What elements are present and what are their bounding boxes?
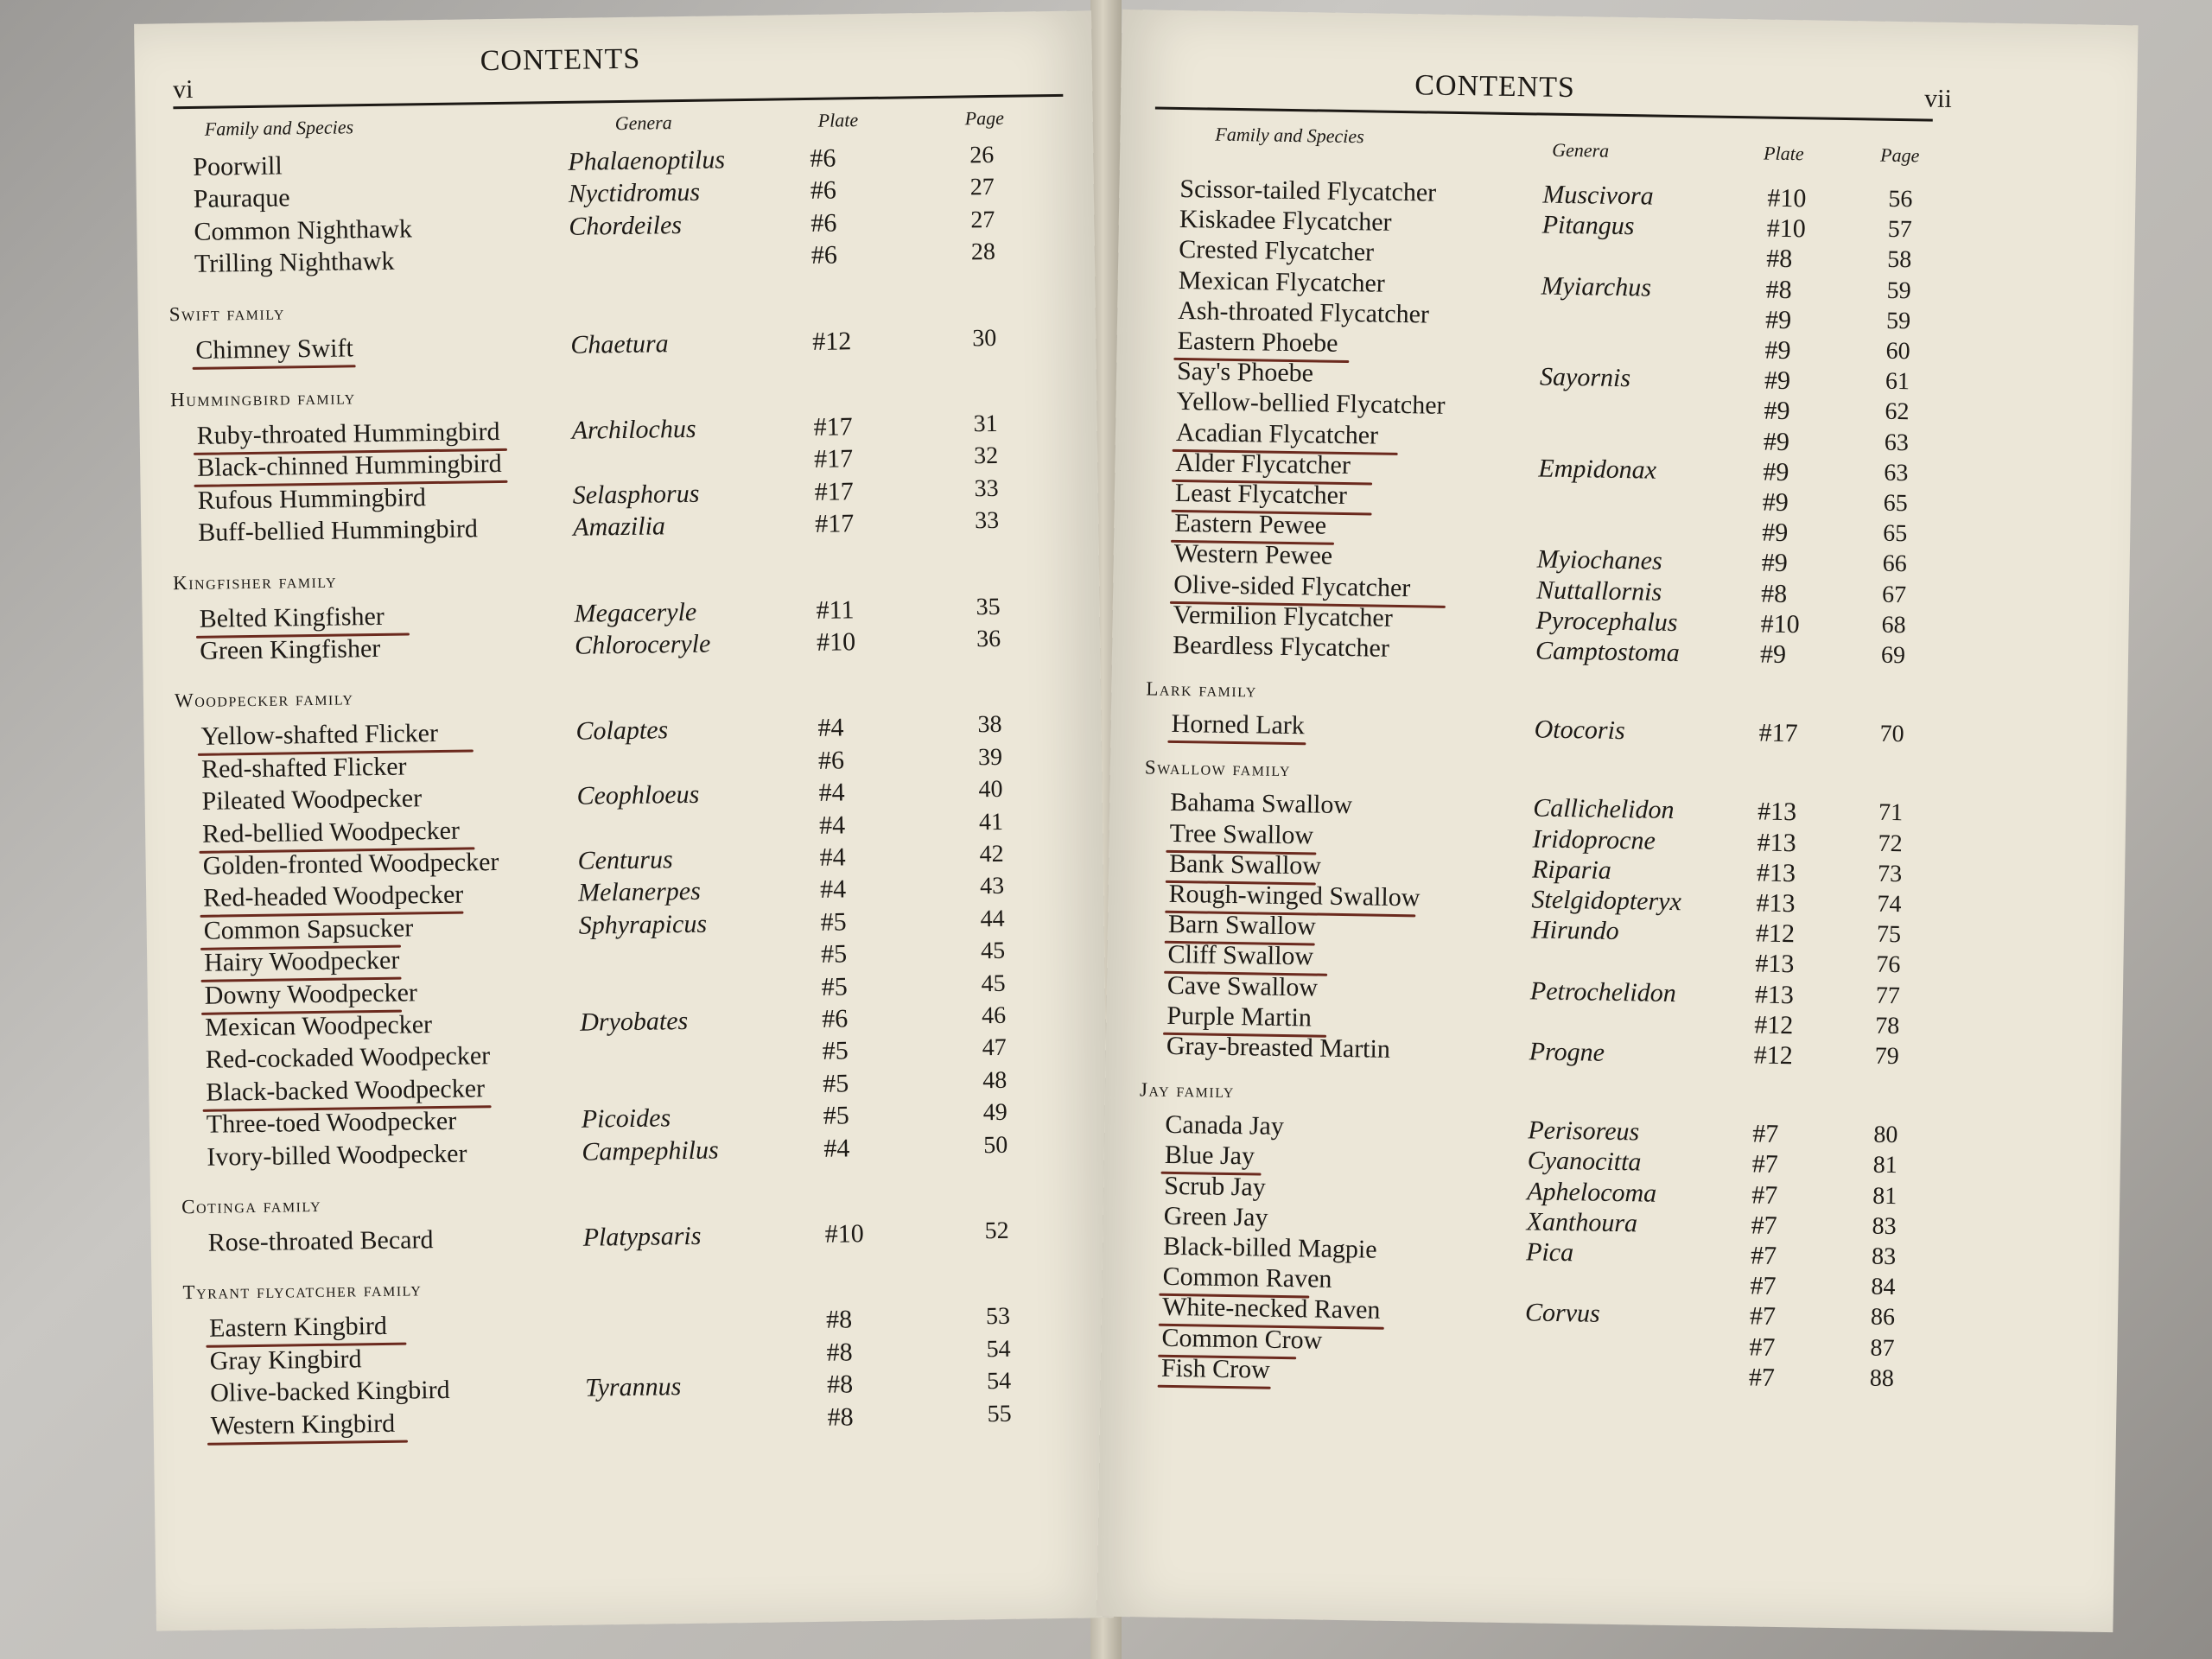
species-name: Yellow-shafted Flicker	[200, 719, 439, 752]
genus-name: Nyctidromus	[568, 178, 701, 209]
family-name: Hummingbird family	[169, 386, 356, 411]
plate-number: #4	[818, 810, 846, 840]
page-reference: 28	[970, 238, 996, 266]
plate-number: #6	[810, 208, 837, 238]
page-reference: 48	[982, 1066, 1007, 1095]
genus-name: Ceophloeus	[576, 779, 700, 810]
plate-number: #13	[1756, 888, 1796, 918]
page-heading: CONTENTS	[1414, 69, 1576, 105]
plate-number: #7	[1752, 1119, 1779, 1149]
species-name: Olive-backed Kingbird	[209, 1376, 450, 1408]
species-name: White-necked Raven	[1161, 1293, 1381, 1325]
species-name: Vermilion Flycatcher	[1173, 600, 1394, 632]
species-name: Yellow-bellied Flycatcher	[1176, 387, 1446, 421]
page-reference: 45	[981, 969, 1006, 997]
page-reference: 76	[1876, 951, 1901, 979]
species-name: Cliff Swallow	[1167, 940, 1314, 971]
genus-name: Amazilia	[573, 512, 666, 542]
page-reference: 72	[1878, 830, 1903, 857]
species-name: Trilling Nighthawk	[194, 246, 395, 279]
species-name: Common Sapsucker	[203, 913, 414, 945]
plate-number: #6	[810, 143, 836, 173]
genus-name: Chordeiles	[569, 210, 683, 241]
species-name: Barn Swallow	[1167, 910, 1317, 941]
genus-name: Sayornis	[1539, 362, 1631, 393]
species-name: Eastern Phoebe	[1177, 326, 1338, 358]
page-reference: 59	[1885, 307, 1911, 335]
species-name: Rose-throated Becard	[207, 1225, 434, 1257]
genus-name: Chloroceryle	[574, 629, 711, 660]
genus-name: Petrochelidon	[1529, 976, 1676, 1007]
page-reference: 31	[973, 410, 998, 438]
page-reference: 60	[1885, 337, 1910, 365]
page-reference: 54	[986, 1367, 1012, 1395]
page-reference: 39	[977, 743, 1003, 772]
column-header-species: Family and Species	[1215, 123, 1364, 148]
genus-name: Melanerpes	[577, 877, 702, 908]
plate-number: #13	[1754, 980, 1795, 1009]
plate-number: #12	[1755, 918, 1796, 949]
page-reference: 45	[980, 938, 1006, 965]
species-name: Common Crow	[1161, 1323, 1323, 1355]
page-reference: 83	[1871, 1243, 1897, 1271]
page-reference: 69	[1880, 641, 1906, 670]
genus-name: Phalaenoptilus	[568, 145, 726, 176]
genus-name: Centurus	[577, 845, 673, 875]
plate-number: #13	[1755, 949, 1795, 979]
plate-number: #7	[1751, 1211, 1777, 1240]
page-reference: 52	[984, 1217, 1009, 1245]
species-name: Hairy Woodpecker	[204, 945, 400, 977]
family-name: Woodpecker family	[174, 687, 354, 712]
plate-number: #4	[818, 778, 845, 808]
plate-number: #10	[1767, 183, 1807, 213]
plate-number: #8	[826, 1338, 853, 1367]
plate-number: #9	[1759, 639, 1787, 670]
page-reference: 54	[986, 1335, 1011, 1363]
plate-number: #4	[819, 842, 846, 872]
plate-number: #10	[816, 627, 856, 657]
plate-number: #8	[827, 1402, 854, 1432]
page-reference: 67	[1881, 581, 1907, 608]
family-name: Jay family	[1139, 1078, 1236, 1103]
genus-name: Tyrannus	[584, 1372, 682, 1402]
species-name: Rough-winged Swallow	[1168, 879, 1421, 912]
genus-name: Empidonax	[1538, 454, 1657, 485]
genus-name: Aphelocoma	[1526, 1177, 1657, 1208]
genus-name: Hirundo	[1530, 915, 1619, 946]
species-name: Red-bellied Woodpecker	[201, 816, 461, 849]
plate-number: #9	[1764, 335, 1791, 365]
page-reference: 86	[1870, 1304, 1896, 1332]
page-reference: 58	[1886, 246, 1912, 274]
plate-number: #7	[1751, 1149, 1779, 1179]
genus-name: Pyrocephalus	[1535, 606, 1678, 637]
pen-underline	[193, 365, 356, 370]
page-reference: 36	[976, 625, 1001, 653]
page-reference: 77	[1875, 982, 1901, 1009]
plate-number: #6	[817, 746, 845, 775]
genus-name: Pitangus	[1541, 210, 1635, 241]
species-name: Pileated Woodpecker	[201, 784, 423, 817]
species-name: Eastern Pewee	[1174, 509, 1327, 540]
plate-number: #5	[820, 939, 848, 969]
species-name: Fish Crow	[1160, 1353, 1271, 1384]
page-reference: 81	[1872, 1182, 1897, 1210]
genus-name: Sphyrapicus	[578, 909, 708, 940]
plate-number: #12	[812, 326, 852, 356]
plate-number: #5	[821, 972, 848, 1001]
genus-name: Xanthoura	[1526, 1207, 1638, 1238]
genus-name: Cyanocitta	[1527, 1146, 1642, 1177]
page-reference: 57	[1887, 216, 1913, 244]
genus-name: Picoides	[581, 1103, 671, 1134]
family-name: Swallow family	[1144, 756, 1292, 781]
page-reference: 44	[980, 905, 1005, 933]
plate-number: #9	[1764, 365, 1791, 396]
family-name: Cotinga family	[181, 1193, 322, 1218]
page-reference: 81	[1872, 1152, 1898, 1179]
genus-name: Chaetura	[570, 328, 669, 359]
genus-name: Colaptes	[575, 715, 669, 747]
page-reference: 27	[969, 174, 995, 201]
species-name: Mexican Flycatcher	[1178, 265, 1386, 298]
page-reference: 78	[1875, 1012, 1900, 1039]
plate-number: #6	[810, 175, 837, 206]
right-page	[1096, 10, 2138, 1632]
species-name: Black-billed Magpie	[1162, 1231, 1377, 1264]
species-name: Blue Jay	[1164, 1141, 1255, 1171]
page-reference: 26	[969, 141, 995, 169]
species-name: Horned Lark	[1171, 709, 1306, 741]
species-name: Poorwill	[193, 151, 283, 181]
species-name: Eastern Kingbird	[208, 1312, 388, 1344]
page-reference: 65	[1883, 489, 1909, 518]
plate-number: #5	[820, 907, 847, 937]
species-name: Red-headed Woodpecker	[202, 880, 464, 913]
plate-number: #4	[823, 1133, 850, 1163]
species-name: Say's Phoebe	[1176, 357, 1314, 388]
page-reference: 87	[1870, 1334, 1895, 1362]
plate-number: #7	[1749, 1301, 1777, 1332]
genus-name: Archilochus	[571, 414, 696, 445]
page-reference: 83	[1872, 1212, 1897, 1240]
page-reference: 65	[1883, 519, 1908, 548]
page-reference: 38	[977, 711, 1002, 739]
species-name: Green Kingfisher	[199, 633, 381, 665]
page-reference: 59	[1886, 276, 1911, 304]
genus-name: Stelgidopteryx	[1531, 885, 1682, 917]
species-name: Golden-fronted Woodpecker	[202, 848, 499, 880]
genus-name: Campephilus	[582, 1135, 719, 1166]
page-reference: 61	[1885, 367, 1910, 396]
plate-number: #7	[1748, 1363, 1776, 1392]
species-name: Black-backed Woodpecker	[206, 1074, 486, 1107]
genus-name: Dryobates	[580, 1006, 689, 1037]
plate-number: #7	[1750, 1271, 1777, 1301]
page-number: vi	[172, 74, 194, 105]
species-name: Bank Swallow	[1168, 849, 1322, 880]
plate-number: #9	[1764, 396, 1790, 426]
page-reference: 68	[1881, 611, 1906, 639]
family-name: Swift family	[168, 302, 286, 325]
page-reference: 63	[1884, 429, 1910, 456]
column-header-plate: Plate	[1763, 142, 1804, 165]
species-name: Purple Martin	[1166, 1001, 1313, 1033]
left-page	[134, 10, 1114, 1630]
genus-name: Pica	[1525, 1237, 1574, 1268]
page-reference: 33	[974, 474, 999, 503]
page-reference: 30	[972, 324, 997, 352]
plate-number: #10	[1760, 609, 1800, 639]
page-reference: 80	[1873, 1121, 1898, 1149]
genus-name: Callichelidon	[1532, 793, 1675, 825]
page-reference: 84	[1871, 1273, 1896, 1301]
species-name: Canada Jay	[1165, 1110, 1285, 1141]
page-reference: 35	[976, 593, 1001, 620]
species-name: Least Flycatcher	[1174, 478, 1348, 511]
pen-underline	[1167, 741, 1306, 746]
plate-number: #8	[826, 1370, 854, 1399]
species-name: Common Nighthawk	[194, 214, 413, 246]
plate-number: #9	[1763, 457, 1789, 486]
plate-number: #17	[1758, 718, 1798, 748]
page-reference: 47	[982, 1034, 1007, 1062]
plate-number: #9	[1761, 548, 1788, 578]
page-reference: 66	[1882, 550, 1907, 578]
page-reference: 75	[1876, 920, 1902, 949]
page-reference: 40	[978, 776, 1003, 804]
page-number: vii	[1923, 84, 1953, 113]
genus-name: Camptostoma	[1535, 636, 1681, 668]
genus-name: Megaceryle	[574, 597, 697, 628]
species-name: Red-cockaded Woodpecker	[205, 1041, 491, 1075]
genus-name: Otocoris	[1534, 715, 1625, 746]
family-name: Kingfisher family	[172, 569, 338, 594]
species-name: Downy Woodpecker	[204, 977, 418, 1010]
genus-name: Platypsaris	[582, 1221, 702, 1252]
plate-number: #9	[1764, 305, 1792, 334]
species-name: Kiskadee Flycatcher	[1179, 205, 1392, 237]
page-reference: 27	[970, 206, 995, 234]
page-reference: 42	[979, 840, 1004, 868]
page-reference: 41	[978, 808, 1004, 836]
pen-underline	[207, 1440, 408, 1445]
plate-number: #7	[1749, 1332, 1776, 1362]
page-reference: 70	[1879, 720, 1904, 748]
plate-number: #6	[810, 240, 838, 270]
page-reference: 53	[985, 1303, 1011, 1331]
species-name: Western Kingbird	[210, 1408, 396, 1440]
species-name: Alder Flycatcher	[1175, 448, 1351, 480]
column-header-page: Page	[1879, 143, 1920, 167]
genus-name: Iridoprocne	[1532, 824, 1656, 855]
species-name: Olive-sided Flycatcher	[1173, 569, 1411, 602]
species-name: Western Pewee	[1173, 539, 1333, 571]
page-reference: 56	[1888, 185, 1913, 213]
plate-number: #11	[816, 594, 855, 625]
page-reference: 50	[983, 1131, 1008, 1159]
plate-number: #17	[813, 412, 853, 442]
species-name: Mexican Woodpecker	[205, 1010, 433, 1042]
species-name: Red-shafted Flicker	[200, 752, 407, 784]
species-name: Gray Kingbird	[209, 1344, 362, 1376]
genus-name: Corvus	[1524, 1298, 1600, 1329]
species-name: Common Raven	[1162, 1262, 1332, 1294]
column-header-genera: Genera	[614, 111, 672, 135]
family-name: Tyrant flycatcher family	[182, 1278, 423, 1304]
species-name: Chimney Swift	[195, 333, 354, 365]
plate-number: #8	[1760, 579, 1788, 608]
species-name: Bahama Swallow	[1170, 788, 1353, 820]
genus-name: Selasphorus	[572, 479, 700, 510]
plate-number: #7	[1751, 1180, 1778, 1210]
plate-number: #10	[824, 1219, 864, 1249]
species-name: Black-chinned Hummingbird	[197, 449, 502, 483]
page-reference: 62	[1885, 398, 1910, 426]
plate-number: #6	[821, 1004, 849, 1033]
plate-number: #17	[814, 477, 854, 506]
page-reference: 71	[1878, 799, 1904, 827]
species-name: Beardless Flycatcher	[1172, 630, 1390, 663]
species-name: Buff-bellied Hummingbird	[198, 514, 479, 548]
species-name: Ruby-throated Hummingbird	[196, 416, 500, 450]
plate-number: #5	[823, 1069, 849, 1098]
plate-number: #9	[1763, 427, 1790, 456]
page-reference: 74	[1877, 890, 1902, 918]
genus-name: Riparia	[1531, 855, 1612, 885]
contents-list	[1096, 10, 2138, 1632]
species-name: Tree Swallow	[1169, 818, 1314, 850]
plate-number: #5	[822, 1036, 849, 1066]
plate-number: #4	[817, 713, 844, 743]
page-reference: 33	[974, 507, 1000, 535]
species-name: Pauraque	[193, 183, 290, 214]
species-name: Ash-throated Flycatcher	[1177, 296, 1430, 329]
plate-number: #5	[823, 1101, 850, 1130]
contents-list	[134, 10, 1114, 1630]
plate-number: #17	[814, 509, 855, 539]
plate-number: #12	[1753, 1040, 1794, 1071]
plate-number: #9	[1762, 487, 1789, 518]
species-name: Three-toed Woodpecker	[206, 1106, 457, 1139]
plate-number: #4	[819, 874, 847, 905]
column-header-genera: Genera	[1551, 138, 1610, 162]
plate-number: #7	[1750, 1241, 1777, 1270]
plate-number: #17	[813, 444, 854, 474]
species-name: Gray-breasted Martin	[1166, 1031, 1391, 1064]
column-header-species: Family and Species	[204, 116, 354, 140]
plate-number: #10	[1766, 213, 1807, 244]
genus-name: Nuttallornis	[1535, 575, 1662, 607]
species-name: Acadian Flycatcher	[1175, 417, 1379, 450]
column-header-plate: Plate	[817, 109, 859, 131]
plate-number: #13	[1757, 797, 1797, 827]
plate-number: #12	[1754, 1010, 1794, 1040]
page-reference: 88	[1869, 1364, 1895, 1392]
plate-number: #8	[1765, 245, 1793, 274]
page-reference: 43	[979, 873, 1005, 900]
species-name: Crested Flycatcher	[1179, 235, 1375, 267]
species-name: Scissor-tailed Flycatcher	[1179, 174, 1437, 207]
page-reference: 32	[973, 442, 999, 470]
genus-name: Myiarchus	[1541, 271, 1652, 302]
column-header-page: Page	[964, 106, 1005, 130]
genus-name: Muscivora	[1542, 180, 1654, 211]
page-reference: 73	[1877, 860, 1903, 887]
pen-underline	[1158, 1385, 1271, 1389]
genus-name: Progne	[1529, 1037, 1605, 1067]
species-name: Green Jay	[1163, 1201, 1268, 1232]
plate-number: #13	[1757, 828, 1796, 857]
page-reference: 55	[987, 1400, 1012, 1427]
page-heading: CONTENTS	[480, 42, 641, 78]
plate-number: #13	[1756, 858, 1796, 888]
plate-number: #8	[825, 1305, 853, 1335]
genus-name: Perisoreus	[1528, 1116, 1640, 1147]
page-reference: 46	[981, 1001, 1007, 1030]
plate-number: #8	[1765, 275, 1792, 304]
species-name: Cave Swallow	[1166, 970, 1319, 1002]
page-reference: 49	[982, 1099, 1007, 1127]
family-name: Lark family	[1146, 677, 1258, 702]
species-name: Rufous Hummingbird	[197, 482, 427, 515]
page-reference: 79	[1874, 1042, 1900, 1071]
species-name: Ivory-billed Woodpecker	[207, 1139, 467, 1172]
species-name: Scrub Jay	[1164, 1171, 1267, 1202]
page-reference: 63	[1884, 459, 1909, 487]
species-name: Belted Kingfisher	[199, 601, 385, 633]
plate-number: #9	[1762, 518, 1789, 548]
genus-name: Myiochanes	[1536, 544, 1662, 576]
